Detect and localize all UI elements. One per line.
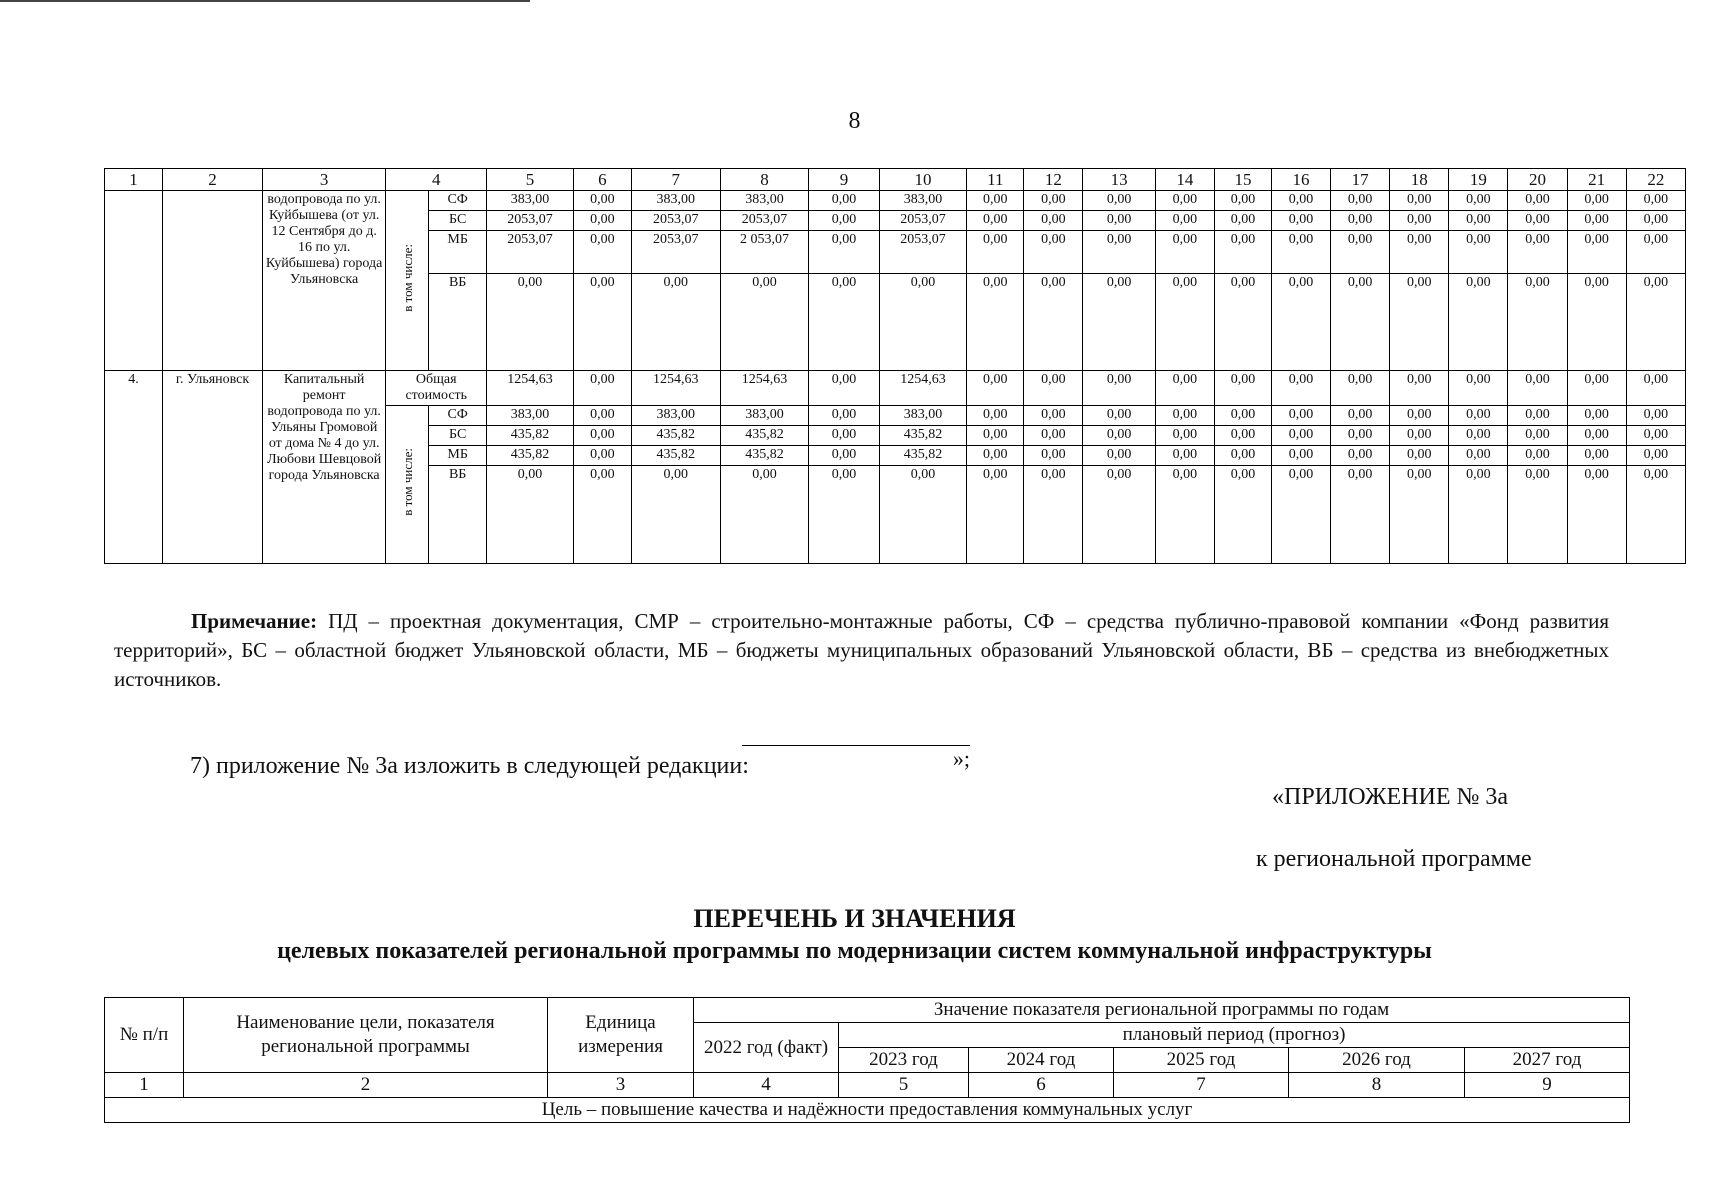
budget-value: 0,00: [1214, 191, 1271, 211]
budget-value: 0,00: [1214, 466, 1271, 564]
indicator-col-number: 8: [1289, 1073, 1465, 1098]
budget-value: 0,00: [1508, 211, 1567, 231]
budget-value: 0,00: [1331, 406, 1390, 426]
budget-value: 0,00: [1508, 466, 1567, 564]
budget-value: 0,00: [1626, 426, 1685, 446]
indicator-col-number: 9: [1465, 1073, 1630, 1098]
budget-value: 0,00: [1390, 191, 1449, 211]
budget-value: 0,00: [1331, 274, 1390, 371]
budget-value: 0,00: [1390, 371, 1449, 406]
including-label-text: в том числе:: [399, 244, 415, 312]
budget-value: 2053,07: [879, 231, 967, 274]
budget-value: 383,00: [631, 191, 720, 211]
funding-source: МБ: [429, 446, 487, 466]
budget-header-cell: 1: [105, 169, 163, 191]
budget-value: 0,00: [809, 191, 879, 211]
budget-value: 0,00: [1449, 274, 1508, 371]
budget-value: 0,00: [1449, 231, 1508, 274]
indicator-header-values: Значение показателя региональной программы по годам: [694, 998, 1630, 1023]
budget-value: 0,00: [1083, 211, 1155, 231]
budget-header-cell: 3: [262, 169, 385, 191]
budget-value: 0,00: [1331, 371, 1390, 406]
budget-value: 0,00: [1567, 371, 1626, 406]
indicator-header-fact: 2022 год (факт): [694, 1023, 839, 1073]
budget-value: 1254,63: [720, 371, 809, 406]
budget-header-cell: 22: [1626, 169, 1685, 191]
budget-value: 0,00: [1155, 406, 1214, 426]
budget-value: 0,00: [967, 466, 1024, 564]
including-label-text: в том числе:: [399, 448, 415, 516]
budget-value: 0,00: [1024, 211, 1083, 231]
including-label: [386, 191, 429, 371]
budget-value: 0,00: [573, 191, 631, 211]
budget-value: 1254,63: [631, 371, 720, 406]
indicator-year: 2026 год: [1289, 1048, 1465, 1073]
budget-header-cell: 16: [1272, 169, 1331, 191]
budget-value: 2053,07: [487, 231, 574, 274]
document-subtitle: целевых показателей региональной программы по модернизации систем коммунальной инфраструктуры: [277, 938, 1432, 964]
budget-value: 0,00: [1272, 371, 1331, 406]
budget-value: 0,00: [1626, 371, 1685, 406]
indicator-goal-row: Цель – повышение качества и надёжности предоставления коммунальных услуг: [105, 1098, 1630, 1123]
budget-value: 0,00: [1155, 191, 1214, 211]
budget-value: 0,00: [1083, 426, 1155, 446]
budget-value: 0,00: [1331, 446, 1390, 466]
indicator-col-number: 4: [694, 1073, 839, 1098]
budget-row-total: [105, 371, 1686, 406]
budget-value: 0,00: [1272, 191, 1331, 211]
budget-header-row: [105, 169, 1686, 191]
budget-header-cell: 21: [1567, 169, 1626, 191]
budget-value: 0,00: [809, 426, 879, 446]
budget-row: [105, 191, 1686, 211]
budget-value: 0,00: [1508, 446, 1567, 466]
budget-value: 0,00: [967, 371, 1024, 406]
budget-value: 0,00: [1567, 426, 1626, 446]
budget-header-cell: 11: [967, 169, 1024, 191]
funding-source: СФ: [429, 406, 487, 426]
budget-value: 0,00: [1214, 211, 1271, 231]
budget-value: 0,00: [1083, 274, 1155, 371]
budget-value: 0,00: [1272, 466, 1331, 564]
budget-value: 0,00: [967, 274, 1024, 371]
budget-value: 0,00: [573, 371, 631, 406]
budget-value: 0,00: [1155, 426, 1214, 446]
budget-value: 0,00: [1214, 426, 1271, 446]
budget-value: 0,00: [1508, 274, 1567, 371]
budget-value: 0,00: [1449, 466, 1508, 564]
budget-value: 0,00: [1626, 466, 1685, 564]
budget-value: 0,00: [1449, 406, 1508, 426]
budget-value: 0,00: [1567, 466, 1626, 564]
budget-value: 435,82: [631, 446, 720, 466]
budget-header-cell: 19: [1449, 169, 1508, 191]
budget-value: 2053,07: [631, 231, 720, 274]
budget-value: 0,00: [1390, 274, 1449, 371]
budget-value: 0,00: [720, 274, 809, 371]
budget-value: 0,00: [573, 466, 631, 564]
budget-header-cell: 2: [163, 169, 263, 191]
budget-value: 0,00: [1567, 274, 1626, 371]
budget-table-body: [105, 169, 1686, 564]
object-city: г. Ульяновск: [163, 371, 263, 564]
budget-value: 0,00: [1083, 231, 1155, 274]
budget-value: 0,00: [573, 406, 631, 426]
indicator-table: [104, 997, 1630, 1123]
indicator-col-number: 3: [548, 1073, 694, 1098]
note-text: ПД – проектная документация, СМР – строительно-монтажные работы, СФ – средства публично-правовой компании «Фонд развития территорий», БС – областной бюджет Ульяновской области, МБ – бюджеты муниципальных образований Ульяновской области, ВБ – средства из внебюджетных источников.: [114, 609, 1609, 691]
indicator-year: 2027 год: [1465, 1048, 1630, 1073]
budget-value: 0,00: [1083, 406, 1155, 426]
budget-value: 0,00: [1155, 274, 1214, 371]
budget-value: 435,82: [879, 446, 967, 466]
budget-value: 0,00: [809, 231, 879, 274]
budget-value: 2053,07: [879, 211, 967, 231]
budget-value: 0,00: [809, 446, 879, 466]
budget-value: 0,00: [1272, 231, 1331, 274]
budget-value: 435,82: [720, 446, 809, 466]
indicator-col-number: 1: [105, 1073, 184, 1098]
indicator-col-number: 7: [1114, 1073, 1289, 1098]
budget-value: 0,00: [487, 274, 574, 371]
budget-value: 0,00: [1508, 406, 1567, 426]
indicator-col-number: 6: [969, 1073, 1114, 1098]
budget-value: 0,00: [809, 466, 879, 564]
budget-value: 0,00: [1390, 426, 1449, 446]
indicator-header-name: Наименование цели, показателя региональной программы: [184, 998, 548, 1073]
budget-value: 0,00: [1449, 371, 1508, 406]
budget-value: 0,00: [1567, 191, 1626, 211]
indicator-header-num: № п/п: [105, 998, 184, 1073]
budget-value: 0,00: [1626, 191, 1685, 211]
budget-value: 0,00: [720, 466, 809, 564]
indicator-col-number: 5: [839, 1073, 969, 1098]
budget-header-cell: 13: [1083, 169, 1155, 191]
budget-value: 0,00: [809, 211, 879, 231]
budget-value: 0,00: [573, 426, 631, 446]
closing-mark: [740, 720, 970, 772]
budget-value: 0,00: [1567, 211, 1626, 231]
budget-value: 0,00: [1272, 406, 1331, 426]
indicator-header-plan: плановый период (прогноз): [839, 1023, 1630, 1048]
budget-value: 0,00: [967, 426, 1024, 446]
budget-value: 0,00: [1155, 446, 1214, 466]
indicator-year: 2024 год: [969, 1048, 1114, 1073]
budget-value: 0,00: [967, 211, 1024, 231]
scan-top-line: [0, 0, 530, 2]
appendix-subtitle: к региональной программе: [1256, 846, 1532, 872]
budget-value: 0,00: [573, 231, 631, 274]
budget-value: 383,00: [720, 191, 809, 211]
budget-value: 0,00: [1331, 191, 1390, 211]
including-label: [386, 406, 429, 564]
budget-value: 0,00: [573, 211, 631, 231]
note-paragraph: [114, 607, 1609, 694]
budget-value: 0,00: [1272, 274, 1331, 371]
budget-header-cell: 12: [1024, 169, 1083, 191]
budget-value: 0,00: [573, 274, 631, 371]
budget-value: 435,82: [720, 426, 809, 446]
indicator-col-number: 2: [184, 1073, 548, 1098]
budget-value: 0,00: [1508, 371, 1567, 406]
budget-value: 0,00: [1331, 231, 1390, 274]
budget-value: 0,00: [1449, 426, 1508, 446]
budget-value: 0,00: [1626, 211, 1685, 231]
budget-value: 435,82: [879, 426, 967, 446]
budget-value: 0,00: [1449, 211, 1508, 231]
budget-value: 0,00: [809, 274, 879, 371]
budget-value: 0,00: [1390, 406, 1449, 426]
funding-source: СФ: [429, 191, 487, 211]
budget-header-cell: 10: [879, 169, 967, 191]
budget-value: 0,00: [1214, 274, 1271, 371]
budget-value: 0,00: [1626, 231, 1685, 274]
budget-value: 0,00: [1390, 446, 1449, 466]
budget-value: 0,00: [967, 406, 1024, 426]
budget-value: 0,00: [1155, 371, 1214, 406]
budget-empty-cell: [163, 191, 263, 371]
page-number: 8: [848, 108, 861, 134]
budget-header-cell: 7: [631, 169, 720, 191]
budget-value: 1254,63: [487, 371, 574, 406]
budget-value: 0,00: [1083, 446, 1155, 466]
budget-value: 0,00: [967, 446, 1024, 466]
total-cost-label: Общая стоимость: [386, 371, 487, 406]
budget-table: [104, 168, 1686, 564]
budget-value: 0,00: [1390, 231, 1449, 274]
budget-value: 0,00: [1214, 406, 1271, 426]
budget-header-cell: 14: [1155, 169, 1214, 191]
budget-header-cell: 5: [487, 169, 574, 191]
budget-value: 0,00: [1508, 231, 1567, 274]
note-label: Примечание:: [191, 609, 318, 633]
budget-header-cell: 8: [720, 169, 809, 191]
budget-value: 0,00: [809, 406, 879, 426]
funding-source: БС: [429, 211, 487, 231]
budget-value: 435,82: [631, 426, 720, 446]
budget-value: 0,00: [1567, 446, 1626, 466]
budget-value: 0,00: [1214, 371, 1271, 406]
budget-value: 0,00: [1024, 191, 1083, 211]
item-7-text: 7) приложение № 3а изложить в следующей редакции:: [190, 753, 749, 779]
budget-value: 0,00: [1155, 231, 1214, 274]
budget-value: 0,00: [1083, 466, 1155, 564]
budget-header-cell: 6: [573, 169, 631, 191]
indicator-year: 2025 год: [1114, 1048, 1289, 1073]
budget-value: 0,00: [1626, 406, 1685, 426]
budget-value: 0,00: [1331, 466, 1390, 564]
budget-value: 0,00: [1449, 191, 1508, 211]
budget-value: 0,00: [1083, 191, 1155, 211]
budget-value: 0,00: [1567, 406, 1626, 426]
budget-value: 0,00: [1567, 231, 1626, 274]
appendix-label: «ПРИЛОЖЕНИЕ № 3а: [1272, 784, 1509, 810]
closing-quote: »;: [952, 746, 970, 771]
budget-value: 383,00: [631, 406, 720, 426]
budget-value: 0,00: [1626, 446, 1685, 466]
budget-value: 2053,07: [631, 211, 720, 231]
budget-value: 0,00: [1449, 446, 1508, 466]
budget-value: 0,00: [1272, 446, 1331, 466]
signature-line: [742, 725, 970, 746]
budget-value: 0,00: [1390, 466, 1449, 564]
budget-value: 0,00: [631, 274, 720, 371]
budget-value: 0,00: [967, 191, 1024, 211]
budget-value: 2 053,07: [720, 231, 809, 274]
budget-value: 0,00: [1331, 211, 1390, 231]
budget-value: 0,00: [1024, 466, 1083, 564]
budget-value: 383,00: [879, 191, 967, 211]
budget-value: 0,00: [1024, 426, 1083, 446]
budget-value: 0,00: [1626, 274, 1685, 371]
budget-value: 383,00: [720, 406, 809, 426]
budget-value: 0,00: [1155, 211, 1214, 231]
budget-value: 383,00: [487, 191, 574, 211]
budget-value: 0,00: [879, 466, 967, 564]
budget-value: 1254,63: [879, 371, 967, 406]
budget-value: 0,00: [967, 231, 1024, 274]
budget-value: 0,00: [1214, 231, 1271, 274]
budget-value: 0,00: [1331, 426, 1390, 446]
budget-header-cell: 17: [1331, 169, 1390, 191]
funding-source: БС: [429, 426, 487, 446]
funding-source: МБ: [429, 231, 487, 274]
budget-empty-cell: [105, 191, 163, 371]
budget-value: 0,00: [1083, 371, 1155, 406]
budget-value: 0,00: [1508, 191, 1567, 211]
budget-value: 0,00: [809, 371, 879, 406]
budget-header-cell: 4: [386, 169, 487, 191]
budget-value: 0,00: [1024, 274, 1083, 371]
budget-value: 435,82: [487, 446, 574, 466]
budget-value: 0,00: [573, 446, 631, 466]
budget-value: 0,00: [1390, 211, 1449, 231]
budget-header-cell: 15: [1214, 169, 1271, 191]
budget-value: 0,00: [631, 466, 720, 564]
budget-value: 435,82: [487, 426, 574, 446]
budget-value: 0,00: [1272, 211, 1331, 231]
budget-value: 0,00: [1214, 446, 1271, 466]
object-description: водопровода по ул. Куйбышева (от ул. 12 Сентября до д. 16 по ул. Куйбышева) города Ульяновска: [262, 191, 385, 371]
funding-source: ВБ: [429, 274, 487, 371]
budget-value: 2053,07: [720, 211, 809, 231]
budget-value: 383,00: [879, 406, 967, 426]
budget-header-cell: 9: [809, 169, 879, 191]
budget-value: 0,00: [1024, 446, 1083, 466]
budget-value: 0,00: [879, 274, 967, 371]
budget-value: 0,00: [1508, 426, 1567, 446]
budget-value: 0,00: [1024, 371, 1083, 406]
object-description: Капитальный ремонт водопровода по ул. Ульяны Громовой от дома № 4 до ул. Любови Шевцовой города Ульяновска: [262, 371, 385, 564]
budget-value: 383,00: [487, 406, 574, 426]
budget-value: 0,00: [1272, 426, 1331, 446]
budget-value: 0,00: [1155, 466, 1214, 564]
budget-header-cell: 20: [1508, 169, 1567, 191]
indicator-header-unit: Единица измерения: [548, 998, 694, 1073]
budget-value: 0,00: [487, 466, 574, 564]
budget-value: 0,00: [1024, 406, 1083, 426]
document-title: ПЕРЕЧЕНЬ И ЗНАЧЕНИЯ: [693, 904, 1016, 933]
object-number: 4.: [105, 371, 163, 564]
budget-value: 0,00: [1024, 231, 1083, 274]
budget-header-cell: 18: [1390, 169, 1449, 191]
funding-source: ВБ: [429, 466, 487, 564]
indicator-year: 2023 год: [839, 1048, 969, 1073]
budget-value: 2053,07: [487, 211, 574, 231]
